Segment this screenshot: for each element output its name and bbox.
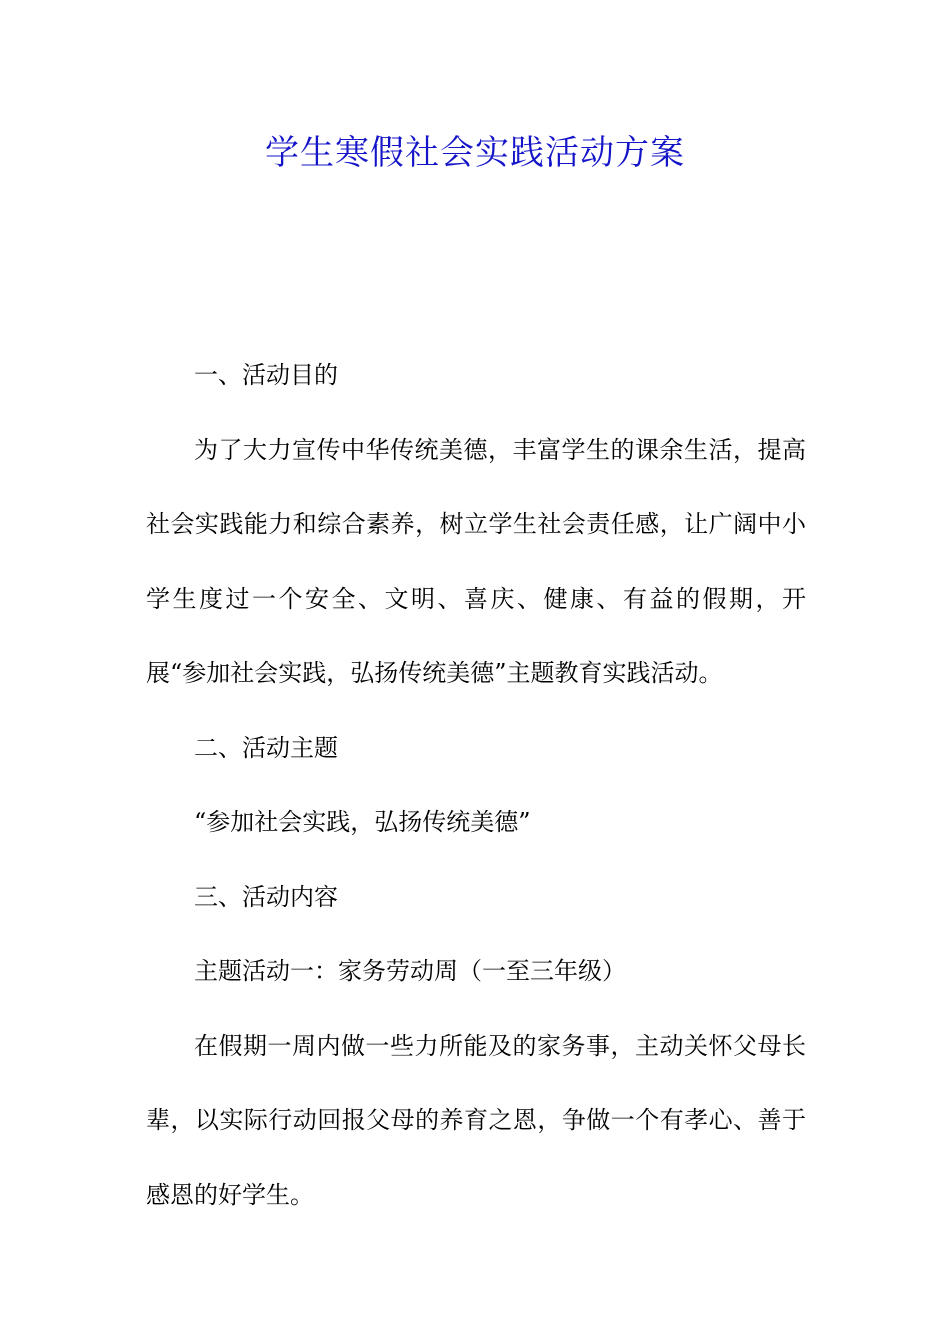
activity-one-heading: 主题活动一：家务劳动周（一至三年级） — [194, 957, 626, 985]
document-title: 学生寒假社会实践活动方案 — [265, 133, 685, 173]
purpose-paragraph: 为了大力宣传中华传统美德，丰富学生的课余生活，提高社会实践能力和综合素养，树立学生社会责任感，让广阔中小学生度过一个安全、文明、喜庆、健康、有益的假期，开展“参加社会实践，弘扬传统美德”主题教育实践活动。 — [146, 435, 806, 687]
section-heading-theme: 二、活动主题 — [194, 733, 338, 762]
theme-text: “参加社会实践，弘扬传统美德” — [194, 808, 531, 836]
activity-one-paragraph: 在假期一周内做一些力所能及的家务事，主动关怀父母长辈，以实际行动回报父母的养育之恩，争做一个有孝心、善于感恩的好学生。 — [146, 1031, 806, 1209]
section-heading-content: 三、活动内容 — [194, 882, 338, 911]
section-heading-purpose: 一、活动目的 — [194, 361, 338, 389]
document-body — [146, 338, 806, 1232]
